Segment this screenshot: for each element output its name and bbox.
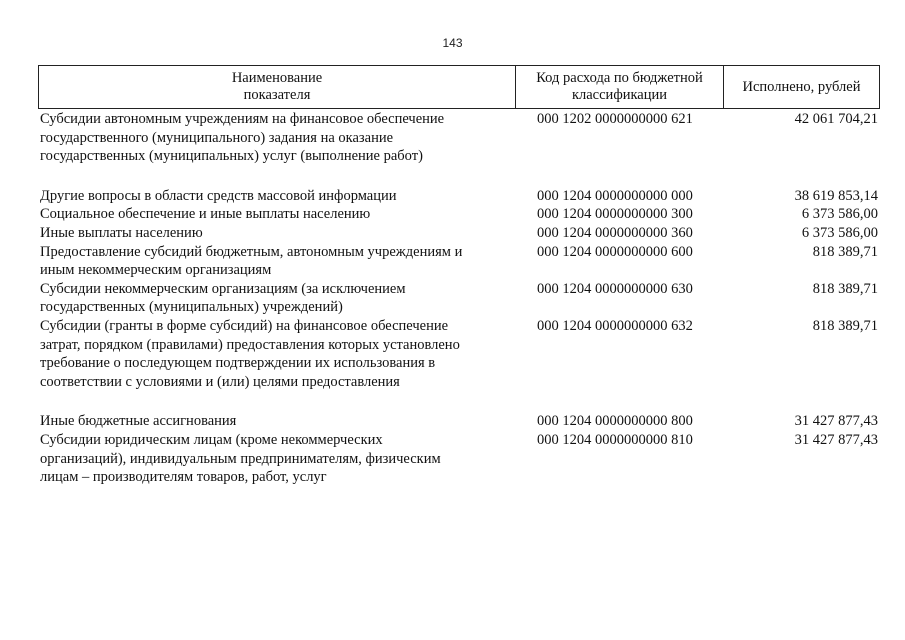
row-name: Иные бюджетные ассигнования bbox=[40, 413, 237, 430]
header-amount-column: Исполнено, рублей bbox=[742, 78, 861, 95]
header-code-column: Код расхода по бюджетной классификации bbox=[516, 66, 724, 108]
row-amount: 31 427 877,43 bbox=[794, 413, 878, 430]
row-amount: 818 389,71 bbox=[812, 317, 878, 334]
row-amount: 818 389,71 bbox=[812, 280, 878, 297]
row-code: 000 1202 0000000000 621 bbox=[537, 111, 693, 127]
table-row bbox=[40, 317, 880, 391]
row-amount: 6 373 586,00 bbox=[801, 224, 878, 241]
table-row bbox=[40, 412, 880, 431]
table-body bbox=[40, 110, 880, 487]
row-name: Предоставление субсидий бюджетным, автономным учреждениям и иным некоммерческим организациям bbox=[40, 243, 463, 279]
row-name: Субсидии некоммерческим организациям (за исключением государственных (муниципальных) учреждений) bbox=[40, 280, 406, 316]
table-row bbox=[40, 243, 880, 280]
row-code: 000 1204 0000000000 800 bbox=[537, 413, 693, 430]
row-name: Субсидии юридическим лицам (кроме некоммерческих организаций), индивидуальным предпринимателям, физическим лицам – производителям товаров, работ, услуг bbox=[40, 431, 441, 486]
row-code: 000 1204 0000000000 600 bbox=[537, 243, 693, 260]
table-row bbox=[40, 280, 880, 317]
row-name: Социальное обеспечение и иные выплаты населению bbox=[40, 206, 371, 223]
row-name: Другие вопросы в области средств массовой информации bbox=[40, 187, 397, 204]
row-amount: 42 061 704,21 bbox=[794, 111, 878, 127]
header-name-column: Наименование показателя bbox=[39, 66, 516, 108]
table-row bbox=[40, 431, 880, 487]
row-amount: 6 373 586,00 bbox=[801, 206, 878, 223]
row-code: 000 1204 0000000000 360 bbox=[537, 224, 693, 241]
row-code: 000 1204 0000000000 000 bbox=[537, 187, 693, 204]
row-code: 000 1204 0000000000 630 bbox=[537, 280, 693, 297]
row-code: 000 1204 0000000000 300 bbox=[537, 206, 693, 223]
page-number: 143 bbox=[442, 36, 463, 50]
table-header bbox=[38, 65, 880, 109]
row-code: 000 1204 0000000000 810 bbox=[537, 431, 693, 448]
row-amount: 31 427 877,43 bbox=[794, 431, 878, 448]
row-code: 000 1204 0000000000 632 bbox=[537, 317, 693, 334]
table-row bbox=[40, 187, 880, 206]
table-row bbox=[40, 224, 880, 243]
row-name: Иные выплаты населению bbox=[40, 224, 203, 241]
row-amount: 38 619 853,14 bbox=[794, 187, 878, 204]
row-name: Субсидии (гранты в форме субсидий) на финансовое обеспечение затрат, порядком (правилами) предоставления которых установлено требование о последующем подтверждении их использования в соответствии с условиями и (или) целями предоставления bbox=[40, 317, 460, 390]
table-row bbox=[40, 205, 880, 224]
row-name: Субсидии автономным учреждениям на финансовое обеспечение государственного (муниципального) задания на оказание государственных (муниципальных) услуг (выполнение работ) bbox=[40, 111, 445, 165]
row-amount: 818 389,71 bbox=[812, 243, 878, 260]
table-row bbox=[40, 110, 880, 166]
